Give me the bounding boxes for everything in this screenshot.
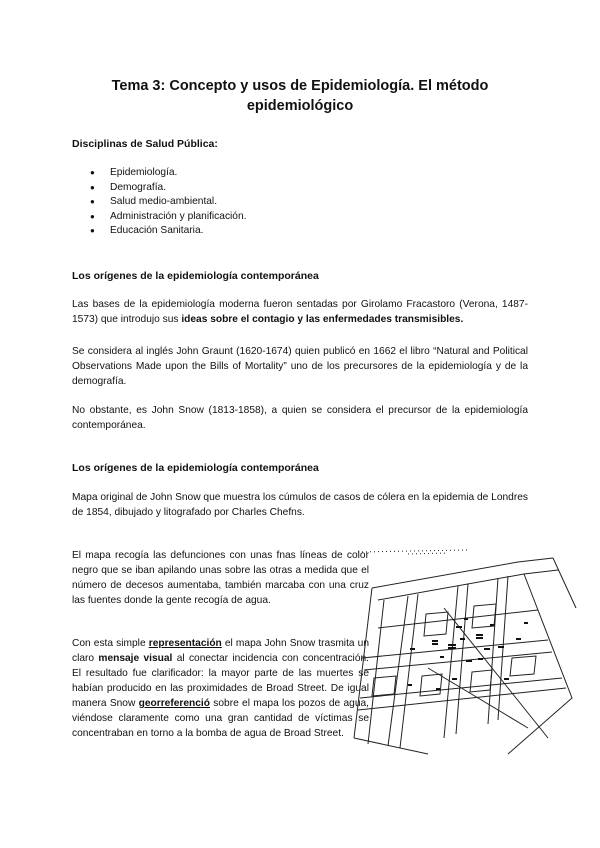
mensaje-visual-emphasis: mensaje visual [98, 653, 173, 664]
text-run: el mapa John Snow trasmita un claro [72, 638, 370, 664]
cholera-map-icon [348, 548, 578, 756]
page-title [60, 76, 540, 116]
section1-heading: Los orígenes de la epidemiología contemporánea [72, 270, 319, 282]
disciplinas-heading: Disciplinas de Salud Pública: [72, 138, 218, 150]
section1-paragraph-2: Se considera al inglés John Graunt (1620-1674) quien publicó en 1662 el libro “Natural and Political Observations Made upon the Bills of Mortality” uno de los precursores de la epidemiología y de la demografía. [72, 346, 528, 387]
text-run: al conectar incidencia con concentración. El resultado fue clarificador: la mayor parte de las muertes se habían producido en las proximidades de Broad Street. De igual manera Snow [72, 653, 369, 709]
list-item: ● Salud medio-ambiental. [90, 195, 390, 210]
disciplinas-list [90, 166, 390, 239]
title-line-2: epidemiológico [246, 98, 354, 114]
list-item: ● Demografía. [90, 181, 390, 196]
text-run: sobre el mapa los pozos de agua, viéndose claramente como una gran cantidad de víctimas se concentraban en torno a la bomba de agua de Broad Street. [72, 698, 369, 739]
list-item: ● Educación Sanitaria. [90, 224, 390, 239]
georreferencio-emphasis: georreferenció [138, 698, 210, 709]
section1-paragraph-3: No obstante, es John Snow (1813-1858), a quien se considera el precursor de la epidemiología contemporánea. [72, 405, 528, 431]
section2-heading: Los orígenes de la epidemiología contemporánea [72, 462, 319, 474]
text-run: Con esta simple [72, 638, 149, 649]
contagio-emphasis: ideas sobre el contagio y las enfermedades transmisibles. [181, 314, 464, 325]
title-line-1: Tema 3: Concepto y usos de Epidemiología. El método [111, 78, 489, 94]
section2-paragraph-3 [72, 636, 369, 741]
cholera-map-drawing [348, 548, 578, 756]
section2-paragraph-2: El mapa recogía las defunciones con unas fnas líneas de color negro que se iban apilando unas sobre las otras a medida que el número de decesos aumentaba, también marcaba con una cruz las fuentes donde la gente recogía de agua. [72, 550, 369, 606]
list-item: ● Administración y planificación. [90, 210, 390, 225]
representacion-emphasis: representación [148, 638, 222, 649]
list-item: ● Epidemiología. [90, 166, 390, 181]
section2-paragraph-1: Mapa original de John Snow que muestra los cúmulos de casos de cólera en la epidemia de Londres de 1854, dibujado y litografado por Charles Chefns. [72, 492, 528, 518]
fracastoro-text: Las bases de la epidemiología moderna fueron sentadas por Girolamo Fracastoro (Verona, 1487-1573) que introdujo sus [72, 299, 528, 325]
section1-paragraph-1 [72, 297, 528, 327]
